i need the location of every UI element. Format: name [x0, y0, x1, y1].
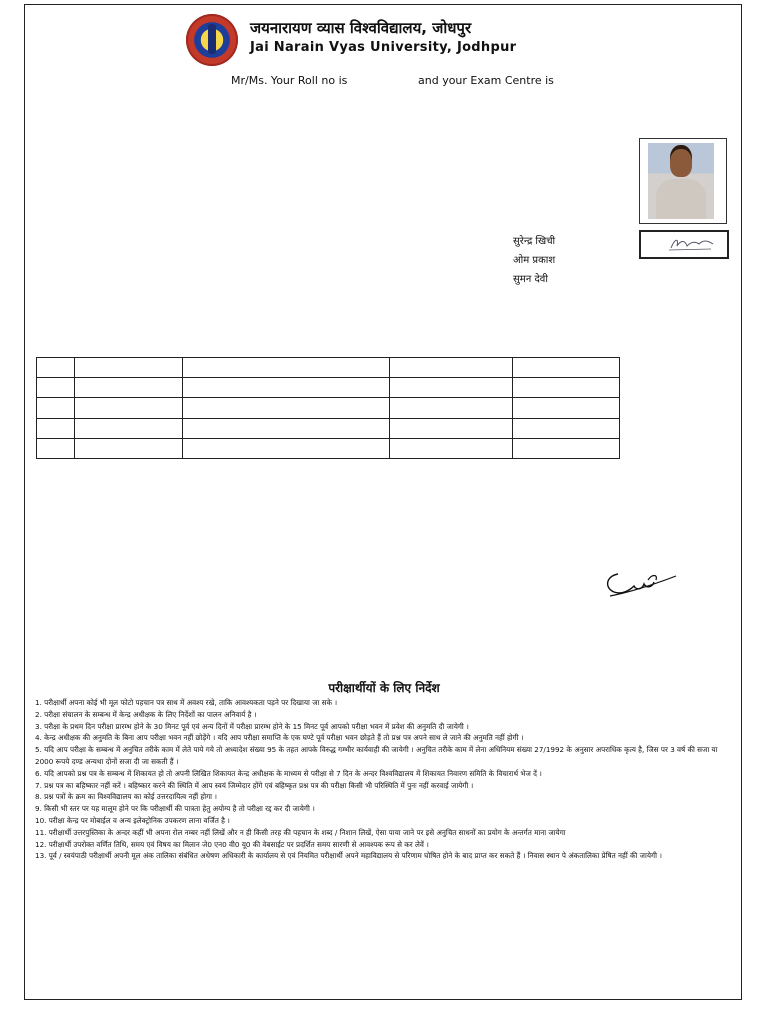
- instruction-item: 1. परीक्षार्थी अपना कोई भी मूल फोटो पहचान पत्र साथ में अवश्य रखे, ताकि आवश्यकता पड़ने पर दिखाया जा सके ।: [35, 698, 338, 707]
- instruction-item: 3. परीक्षा के प्रथम दिन परीक्षा प्रारम्भ होने के 30 मिनट पूर्व एवं अन्य दिनों में परीक्षा प्रारम्भ होने के 15 मिनट पूर्व आपको परीक्षा भवन में प्रवेश की अनुमति दी जायेगी ।: [35, 721, 469, 731]
- father-name: ओम प्रकाश: [513, 255, 556, 266]
- table-row: [37, 378, 620, 398]
- candidate-photo: [639, 138, 727, 224]
- instruction-item: 5. यदि आप परीक्षा के सम्बन्ध में अनुचित तरीके काम में लेते पाये गये तो अध्यादेश संख्या 95 के तहत आपके विरुद्ध गम्भीर कार्यवाही की जायेगी । अनुचित तरीके काम में लेना अधिनियम संख्या 27/1992 के अनुसार अपराधिक कृत्य है, जिस पर 3 वर्ष की सजा या 2000 रूपये दण्ड अन्यथा दोनों सजा दी जा सकती हैं ।: [35, 745, 718, 766]
- signature-icon: [641, 232, 727, 257]
- university-header: [186, 12, 516, 68]
- exam-centre-label: and your Exam Centre is: [418, 74, 554, 87]
- table-row: [37, 418, 620, 438]
- candidate-signature: [639, 230, 729, 259]
- table-row: [37, 438, 620, 458]
- instruction-item: 8. प्रश्न पत्रों के क्रम का विश्वविद्यालय का कोई उत्तरदायित्व नहीं होगा ।: [35, 792, 217, 802]
- table-row: [37, 398, 620, 418]
- instruction-item: 11. परीक्षार्थी उत्तरपुस्तिका के अन्दर कहीं भी अपना रोल नम्बर नहीं लिखें और न ही किसी तरह की पहचान के शब्द / निशान लिखें, ऐसा पाया जाने पर इसे अनुचित साधनों का प्रयोग के अन्तर्गत माना जायेगा: [35, 827, 566, 837]
- instructions-title: परीक्षार्थीयों के लिए निर्देश: [328, 681, 440, 695]
- instruction-item: 13. पूर्व / स्वयंपाठी परीक्षार्थी अपनी मूल अंक तालिका संबंधित अधेषण अधिकारी के कार्यालय से एवं नियमित परीक्षार्थी अपने महाविद्यालय से परिणाम घोषित होने के बाद प्राप्त कर सकते हैं । निवास स्थान पे अंकतालिका प्रेषित नहीं की जायेगी ।: [35, 851, 662, 861]
- instruction-item: 2. परीक्षा संचालन के सम्बन्ध में केन्द्र अधीक्षक के लिए निर्देशों का पालन अनिवार्य है ।: [35, 709, 257, 719]
- instruction-item: 10. परीक्षा केन्द्र पर मोबाईल व अन्य इलेक्ट्रोनिक उपकरण लाना वर्जित है ।: [35, 815, 230, 825]
- instructions-list: [35, 697, 735, 862]
- university-name-english: Jai Narain Vyas University, Jodhpur: [250, 40, 517, 55]
- roll-number-label: Mr/Ms. Your Roll no is: [231, 74, 348, 87]
- table-header-row: [37, 358, 620, 378]
- instruction-item: 4. केन्द्र अधीक्षक की अनुमति के बिना आप परीक्षा भवन नहीं छोड़ेंगे । यदि आप परीक्षा समाप्ति के एक घण्टे पूर्व परीक्षा भवन छोड़ते हैं तो प्रश्न पत्र अपने साथ ले जाने की अनुमति नहीं होगी ।: [35, 733, 524, 743]
- candidate-name: सुरेन्द्र खिची: [513, 236, 556, 247]
- instruction-item: 7. प्रश्न पत्र का बहिष्कार नहीं करें । बहिष्कार करने की स्थिति में आप स्वयं जिम्मेदार होंगे एवं बहिष्कृत प्रश्न पत्र की परीक्षा किसी भी परिस्थिति में पुनः नहीं करवाई जायेगी ।: [35, 780, 474, 790]
- instruction-item: 6. यदि आपको प्रश्न पत्र के सम्बन्ध में शिकायत हो तो अपनी लिखित शिकायत केन्द्र अधीक्षक के माध्यम से परीक्षा से 7 दिन के अन्दर विश्वविद्यालय में शिकायत निवारण समिति के विचारार्थ भेज दें ।: [35, 768, 542, 778]
- instruction-item: 9. किसी भी स्तर पर यह मालूम होने पर कि परीक्षार्थी की पात्रता हेतु अयोग्य है तो परीक्षा रद्द कर दी जायेगी ।: [35, 804, 315, 814]
- exam-schedule-table: [36, 357, 620, 459]
- mother-name: सुमन देवी: [513, 274, 548, 285]
- instruction-item: 12. परीक्षार्थी उपरोक्त वर्णित तिथि, समय एवं विषय का मिलान जे0 एन0 वी0 यू0 की वेबसाईट पर प्रदर्शित समय सारणी से आवश्यक रूप से कर लेवें ।: [35, 839, 429, 849]
- university-logo-icon: [186, 14, 238, 66]
- university-name-hindi: जयनारायण व्यास विश्वविद्यालय, जोधपुर: [250, 19, 472, 37]
- authority-signature-icon: [600, 566, 682, 604]
